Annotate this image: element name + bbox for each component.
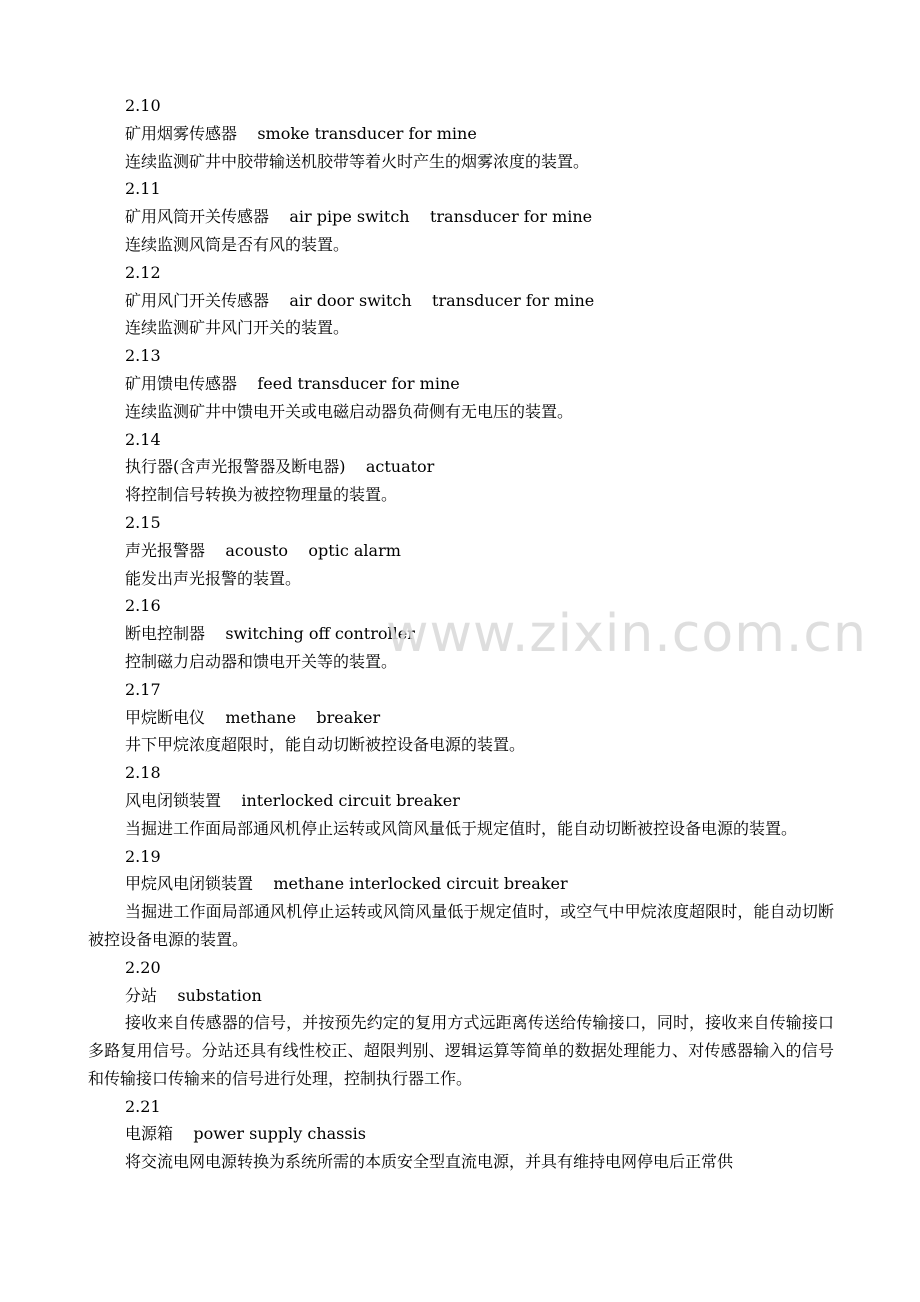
entry-2-19 [0,843,920,954]
entry-term: 执行器(含声光报警器及断电器) actuator [125,457,435,477]
entry-term: 矿用馈电传感器 feed transducer for mine [125,373,460,393]
entry-number: 2.11 [125,179,161,199]
entry-description: 当掘进工作面局部通风机停止运转或风筒风量低于规定值时，能自动切断被控设备电源的装置。 [125,818,798,838]
entry-description: 当掘进工作面局部通风机停止运转或风筒风量低于规定值时，或空气中甲烷浓度超限时，能自动切断被控设备电源的装置。 [88,902,834,949]
entry-2-11 [0,175,920,258]
entry-number: 2.16 [125,596,161,616]
entry-number: 2.21 [125,1096,161,1116]
entry-2-18 [0,759,920,842]
entry-2-12 [0,259,920,342]
entry-number: 2.13 [125,346,161,366]
entry-term: 矿用烟雾传感器 smoke transducer for mine [125,123,477,143]
entry-number: 2.20 [125,957,161,977]
entry-number: 2.14 [125,429,161,449]
entry-term: 电源箱 power supply chassis [125,1124,366,1144]
entry-description: 连续监测风筒是否有风的装置。 [125,234,350,254]
entry-description: 能发出声光报警的装置。 [125,568,302,588]
entry-description: 连续监测矿井中馈电开关或电磁启动器负荷侧有无电压的装置。 [125,401,574,421]
entry-2-17 [0,676,920,759]
entry-number: 2.19 [125,846,161,866]
entry-description: 控制磁力启动器和馈电开关等的装置。 [125,651,398,671]
entry-2-10 [0,92,920,175]
entry-term: 矿用风门开关传感器 air door switch transducer for mine [125,290,595,310]
entry-term: 甲烷断电仪 methane breaker [125,707,381,727]
entry-term: 声光报警器 acousto optic alarm [125,540,401,560]
entry-number: 2.12 [125,262,161,282]
entry-term: 分站 substation [125,985,262,1005]
entry-term: 断电控制器 switching off controller [125,624,415,644]
entry-2-13 [0,342,920,425]
entry-2-20 [0,954,920,1093]
entry-description: 连续监测矿井风门开关的装置。 [125,318,350,338]
entry-description: 接收来自传感器的信号，并按预先约定的复用方式远距离传送给传输接口，同时，接收来自传输接口多路复用信号。分站还具有线性校正、超限判别、逻辑运算等简单的数据处理能力、对传感器输入的信号和传输接口传输来的信号进行处理，控制执行器工作。 [88,1013,834,1088]
entry-number: 2.15 [125,512,161,532]
entry-2-14 [0,426,920,509]
entry-term: 矿用风筒开关传感器 air pipe switch transducer for mine [125,207,593,227]
entry-2-21 [0,1093,920,1176]
entry-2-16 [0,592,920,675]
entry-term: 甲烷风电闭锁装置 methane interlocked circuit breaker [125,874,568,894]
document-content [0,92,920,1176]
watermark-text: www.zixin.com.cn [386,604,867,664]
entry-number: 2.10 [125,96,161,115]
entry-description: 将交流电网电源转换为系统所需的本质安全型直流电源，并具有维持电网停电后正常供 [125,1152,734,1172]
entry-number: 2.18 [125,763,161,783]
entry-number: 2.17 [125,679,161,699]
entry-term: 风电闭锁装置 interlocked circuit breaker [125,790,460,810]
entry-description: 井下甲烷浓度超限时，能自动切断被控设备电源的装置。 [125,735,526,755]
entry-2-15 [0,509,920,592]
entry-description: 连续监测矿井中胶带输送机胶带等着火时产生的烟雾浓度的装置。 [125,151,590,171]
entry-description: 将控制信号转换为被控物理量的装置。 [125,485,398,505]
